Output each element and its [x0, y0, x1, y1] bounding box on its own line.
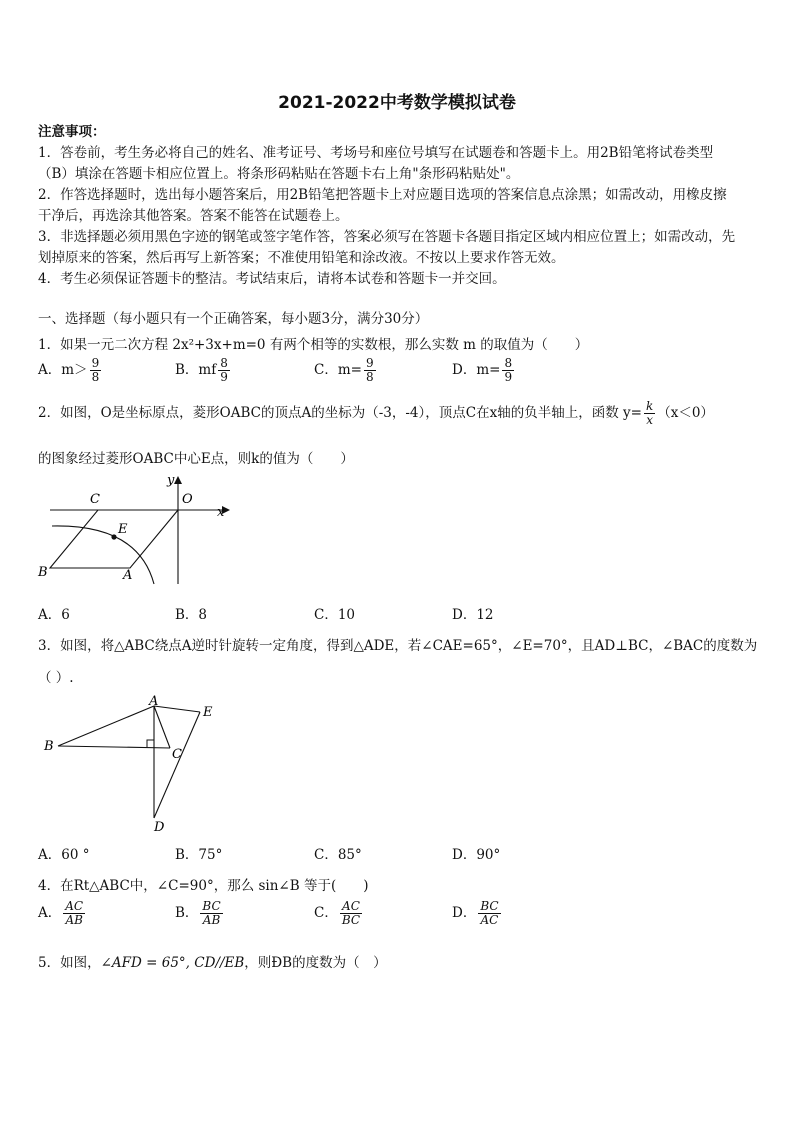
- q3-stem-continued: （ ）.: [38, 670, 74, 686]
- q3-option-b: B．75°: [175, 847, 223, 863]
- notice-line: 划掉原来的答案，然后再写上新答案；不准使用铅笔和涂改液。不按以上要求作答无效。: [38, 250, 565, 266]
- q3-label-b: B: [44, 739, 54, 754]
- q4-option-c: C． $\frac{AC}{BC}$: [314, 899, 361, 927]
- q3-label-a: A: [149, 694, 159, 709]
- q4-option-d: D． $\frac{BC}{AC}$: [452, 899, 499, 927]
- q1-option-b: B．mf $\frac{8}{9}$: [175, 356, 228, 384]
- q1-stem: 1．如果一元二次方程 2x²+3x+m=0 有两个相等的实数根，那么实数 m 的取值为（ ）: [38, 337, 589, 353]
- q2-stem-continued: 的图象经过菱形OABC中心E点，则k的值为（ ）: [38, 451, 354, 467]
- q2-label-a: A: [123, 568, 133, 583]
- section-heading: 一、选择题（每小题只有一个正确答案，每小题3分，满分30分）: [38, 311, 429, 327]
- q1-option-d: D．m= $\frac{8}{9}$: [452, 356, 513, 384]
- q2-label-x: x: [217, 505, 225, 520]
- q2-label-y: y: [167, 473, 175, 488]
- q3-label-c: C: [172, 747, 182, 762]
- notice-line: 4．考生必须保证答题卡的整洁。考试结束后，请将本试卷和答题卡一并交回。: [38, 271, 506, 287]
- q4-option-b: B． $\frac{BC}{AB}$: [175, 899, 221, 927]
- q4-option-a: A． $\frac{AC}{AB}$: [38, 899, 84, 927]
- q3-option-a: A．60 °: [38, 847, 90, 863]
- notice-heading: 注意事项：: [38, 124, 106, 140]
- q1-option-c: C．m= $\frac{9}{8}$: [314, 356, 374, 384]
- q2-label-o: O: [182, 492, 193, 507]
- q2-label-e: E: [118, 522, 128, 537]
- q1-option-a: A．m＞ $\frac{9}{8}$: [38, 356, 100, 384]
- q3-option-d: D．90°: [452, 847, 501, 863]
- q3-stem: 3．如图，将△ABC绕点A逆时针旋转一定角度，得到△ADE，若∠CAE=65°，∠E=70°，且AD⊥BC，∠BAC的度数为: [38, 638, 758, 654]
- page-title: 2021-2022中考数学模拟试卷: [278, 93, 516, 113]
- notice-line: 2．作答选择题时，选出每小题答案后，用2B铅笔把答题卡上对应题目选项的答案信息点涂黑；如需改动，用橡皮擦: [38, 187, 727, 203]
- q3-label-e: E: [203, 705, 213, 720]
- q2-label-b: B: [38, 565, 48, 580]
- q3-label-d: D: [154, 820, 165, 834]
- q2-option-b: B．8: [175, 607, 208, 623]
- q2-label-c: C: [90, 492, 100, 507]
- notice-line: （B）填涂在答题卡相应位置上。将条形码粘贴在答题卡右上角"条形码粘贴处"。: [38, 166, 520, 182]
- q3-option-c: C．85°: [314, 847, 362, 863]
- notice-line: 干净后，再选涂其他答案。答案不能答在试题卷上。: [38, 208, 349, 224]
- q5-stem: 5．如图，∠AFD = 65°, CD//EB，则ÐB的度数为（ ）: [38, 955, 387, 971]
- q2-figure: [36, 472, 236, 590]
- q3-figure: [40, 694, 220, 834]
- q4-stem: 4．在Rt△ABC中，∠C=90°，那么 sin∠B 等于( ): [38, 878, 369, 894]
- q2-option-c: C．10: [314, 607, 356, 623]
- notice-line: 1．答卷前，考生务必将自己的姓名、准考证号、考场号和座位号填写在试题卷和答题卡上。用2B铅笔将试卷类型: [38, 145, 714, 161]
- q2-option-a: A．6: [38, 607, 70, 623]
- q2-option-d: D．12: [452, 607, 494, 623]
- q2-stem: 2．如图，O是坐标原点，菱形OABC的顶点A的坐标为（-3，-4），顶点C在x轴的负半轴上，函数 y= $\frac{k}{x}$ （x＜0）: [38, 399, 714, 427]
- notice-line: 3．非选择题必须用黑色字迹的钢笔或签字笔作答，答案必须写在答题卡各题目指定区域内相应位置上；如需改动，先: [38, 229, 736, 245]
